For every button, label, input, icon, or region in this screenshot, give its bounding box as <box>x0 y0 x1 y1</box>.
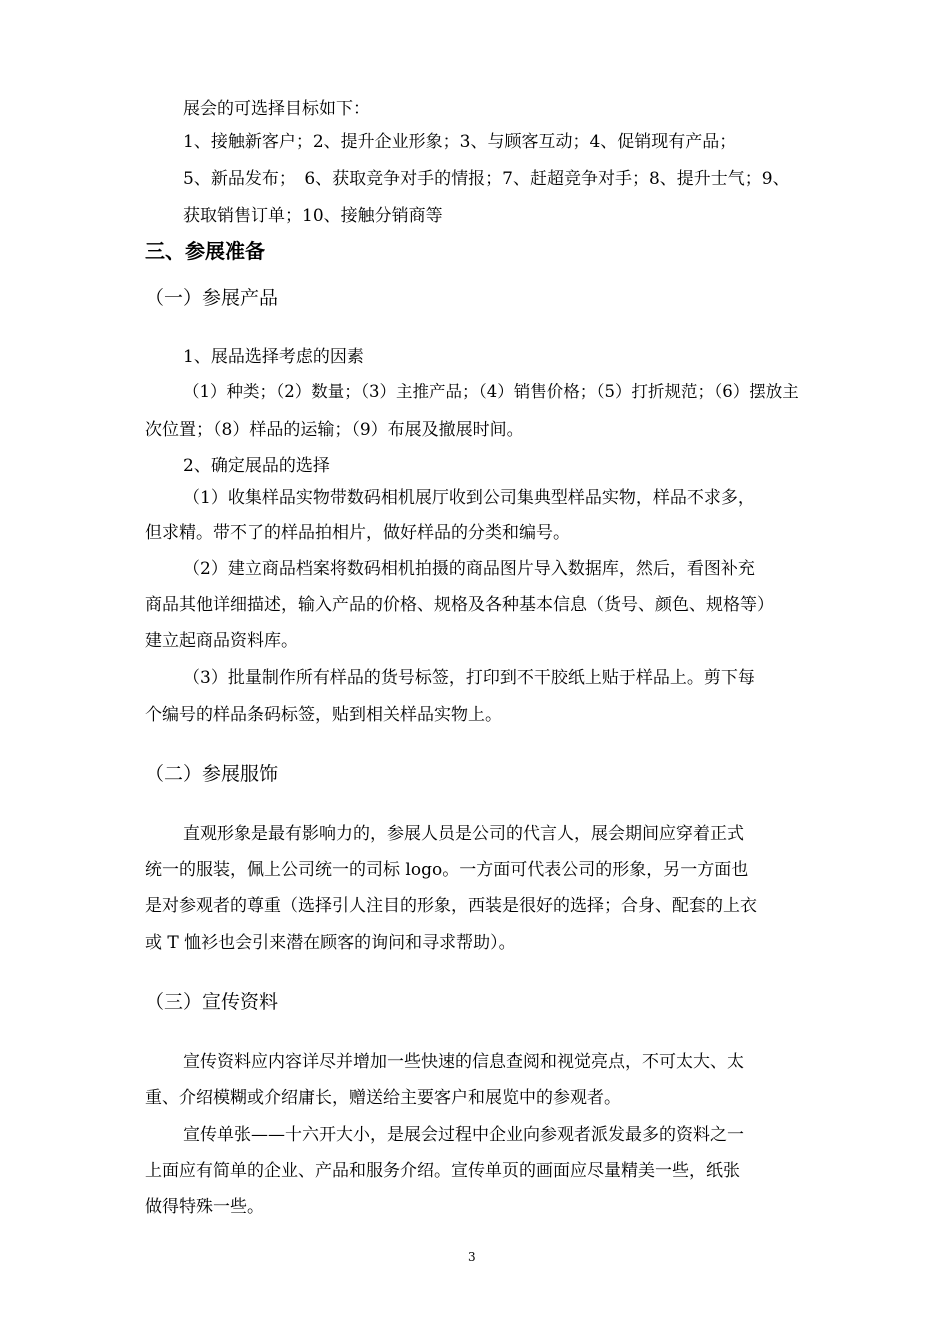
text-line: （1）收集样品实物带数码相机展厅收到公司集典型样品实物，样品不求多， <box>183 488 755 508</box>
subsection-heading: （二）参展服饰 <box>145 763 279 785</box>
text-line: 5、新品发布； 6、获取竞争对手的情报；7、赶超竞争对手；8、提升士气；9、 <box>183 169 790 189</box>
subsection-heading: （三）宣传资料 <box>145 991 279 1013</box>
text-line: 是对参观者的尊重（选择引人注目的形象，西装是很好的选择；合身、配套的上衣 <box>145 896 757 916</box>
text-line: 宣传单张——十六开大小，是展会过程中企业向参观者派发最多的资料之一 <box>183 1125 744 1145</box>
text-line: 1、展品选择考虑的因素 <box>183 347 364 367</box>
text-line: 个编号的样品条码标签，贴到相关样品实物上。 <box>145 705 502 725</box>
text-line: 但求精。带不了的样品拍相片，做好样品的分类和编号。 <box>145 523 570 543</box>
text-line: 或 T 恤衫也会引来潜在顾客的询问和寻求帮助）。 <box>145 933 516 953</box>
text-line: （2）建立商品档案将数码相机拍摄的商品图片导入数据库，然后，看图补充 <box>183 559 755 579</box>
section-heading: 三、参展准备 <box>145 239 265 263</box>
text-line: （1）种类；（2）数量；（3）主推产品；（4）销售价格；（5）打折规范；（6）摆放主 <box>183 382 799 401</box>
text-line: 建立起商品资料库。 <box>145 631 298 651</box>
text-line: 重、介绍模糊或介绍庸长，赠送给主要客户和展览中的参观者。 <box>145 1088 621 1108</box>
text-line: 展会的可选择目标如下： <box>183 99 370 119</box>
subsection-heading: （一）参展产品 <box>145 287 279 309</box>
text-line: 统一的服装，佩上公司统一的司标 logo。一方面可代表公司的形象，另一方面也 <box>145 860 749 880</box>
text-line: 上面应有简单的企业、产品和服务介绍。宣传单页的画面应尽量精美一些，纸张 <box>145 1161 740 1181</box>
text-line: 做得特殊一些。 <box>145 1197 264 1217</box>
text-line: 获取销售订单；10、接触分销商等 <box>183 206 443 226</box>
text-line: 次位置；（8）样品的运输；（9）布展及撤展时间。 <box>145 420 524 440</box>
text-line: 直观形象是最有影响力的，参展人员是公司的代言人，展会期间应穿着正式 <box>183 824 744 844</box>
page-number: 3 <box>468 1250 476 1264</box>
text-line: 商品其他详细描述，输入产品的价格、规格及各种基本信息（货号、颜色、规格等） <box>145 595 774 615</box>
text-line: 宣传资料应内容详尽并增加一些快速的信息查阅和视觉亮点，不可太大、太 <box>183 1052 744 1072</box>
text-line: （3）批量制作所有样品的货号标签，打印到不干胶纸上贴于样品上。剪下每 <box>183 668 755 688</box>
text-line: 2、确定展品的选择 <box>183 456 330 476</box>
text-line: 1、接触新客户；2、提升企业形象；3、与顾客互动；4、促销现有产品； <box>183 132 737 152</box>
